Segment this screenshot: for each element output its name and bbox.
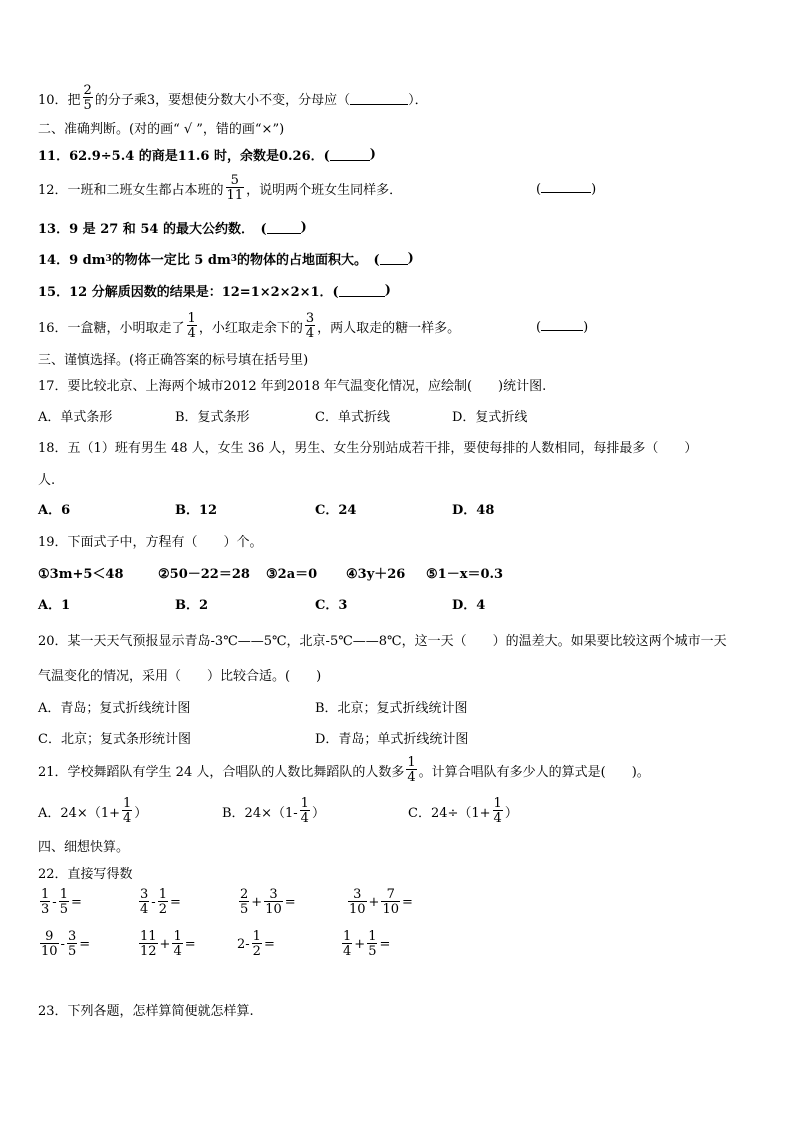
q21-option-c-fraction: $\frac{1}{4}$ <box>493 796 502 826</box>
calc-item-7: 2- $\frac{1}{2}$ = <box>237 929 275 959</box>
calc-item-2: $\frac{3}{4}$ - $\frac{1}{2}$ = <box>140 887 181 917</box>
question-16: 16．一盒糖，小明取走了 $\frac{1}{4}$ ，小红取走余下的 $\frac{3}{4}$ ，两人取走的糖一样多。 ( ) <box>38 311 589 341</box>
q19-expr-3: ③2a＝0 <box>266 567 318 582</box>
q21-option-c[interactable]: C．24÷（1+ $\frac{1}{4}$ ） <box>408 796 518 826</box>
q19-expr-2: ②50－22＝28 <box>158 567 250 582</box>
q20-option-a[interactable]: A．青岛；复式折线统计图 <box>38 701 191 716</box>
q19-option-a[interactable]: A．1 <box>38 598 71 613</box>
q21-option-a-fraction: $\frac{1}{4}$ <box>123 796 132 826</box>
q15-answer-blank[interactable] <box>339 284 385 297</box>
q16-fraction-2: $\frac{3}{4}$ <box>305 311 315 341</box>
q16-fraction-1: $\frac{1}{4}$ <box>187 311 196 341</box>
q19-expr-4: ④3y＋26 <box>346 567 406 582</box>
q19-option-c[interactable]: C．3 <box>315 598 348 613</box>
q12-answer-blank[interactable] <box>541 180 591 193</box>
q16-answer[interactable]: ( ) <box>536 319 589 335</box>
q17-option-d[interactable]: D．复式折线 <box>452 410 528 425</box>
question-23: 23．下列各题，怎样算简便就怎样算. <box>38 1004 254 1019</box>
q17-option-a[interactable]: A．单式条形 <box>38 410 113 425</box>
question-22-title: 22．直接写得数 <box>38 867 133 882</box>
q19-option-d[interactable]: D．4 <box>452 598 486 613</box>
calc-item-5: $\frac{9}{10}$ - $\frac{3}{5}$ = <box>41 929 91 959</box>
calc-item-4: $\frac{3}{10}$ + $\frac{7}{10}$ = <box>349 887 413 917</box>
question-19: 19．下面式子中，方程有（ ）个。 <box>38 535 263 550</box>
q10-text-pre: 10．把 <box>38 92 81 108</box>
q20-option-b[interactable]: B．北京；复式折线统计图 <box>315 701 468 716</box>
q19-option-b[interactable]: B．2 <box>175 598 209 613</box>
q20-option-c[interactable]: C．北京；复式条形统计图 <box>38 732 191 747</box>
q11-answer-blank[interactable] <box>330 148 370 161</box>
q20-option-d[interactable]: D．青岛；单式折线统计图 <box>315 732 469 747</box>
section-2-heading: 二、准确判断。(对的画“ √ ”，错的画“×”) <box>38 122 285 137</box>
section-3-heading: 三、谨慎选择。(将正确答案的标号填在括号里) <box>38 353 309 368</box>
calc-item-6: $\frac{11}{12}$ + $\frac{1}{4}$ = <box>140 929 196 959</box>
question-13: 13．9 是 27 和 54 的最大公约数． ( ) <box>38 220 307 237</box>
question-20-line2: 气温变化的情况，采用（ ）比较合适。( ) <box>38 669 322 684</box>
question-11: 11．62.9÷5.4 的商是11.6 时，余数是0.26．( ) <box>38 147 376 164</box>
q10-text-post: 的分子乘3，要想使分数大小不变，分母应（ <box>94 92 351 108</box>
question-20-line1: 20．某一天天气预报显示青岛-3℃——5℃，北京-5℃——8℃，这一天（ ）的温差大。如果要比较这两个城市一天 <box>38 634 727 649</box>
q17-option-c[interactable]: C．单式折线 <box>315 410 390 425</box>
q10-fraction: $\frac{2}{5}$ <box>83 83 92 113</box>
q19-expr-1: ①3m+5＜48 <box>38 567 124 582</box>
question-18-line1: 18．五（1）班有男生 48 人，女生 36 人，男生、女生分别站成若干排，要使每排的人数相同，每排最多（ ） <box>38 441 698 456</box>
q10-answer-blank[interactable] <box>350 92 408 105</box>
q12-fraction: $\frac{5}{11}$ <box>226 173 244 203</box>
question-21: 21．学校舞蹈队有学生 24 人，合唱队的人数比舞蹈队的人数多 $\frac{1}{4}$ 。计算合唱队有多少人的算式是( )。 <box>38 755 650 785</box>
question-14: 14．9 dm 3 的物体一定比 5 dm 3 的物体的占地面积大。 ( ) <box>38 251 414 268</box>
question-15: 15．12 分解质因数的结果是：12=1×2×2×1．( ) <box>38 283 391 300</box>
q19-expr-5: ⑤1－x＝0.3 <box>426 567 504 582</box>
question-17: 17．要比较北京、上海两个城市2012 年到2018 年气温变化情况，应绘制( )统计图. <box>38 379 547 394</box>
q21-option-b[interactable]: B．24×（1- $\frac{1}{4}$ ） <box>222 796 325 826</box>
q17-option-b[interactable]: B．复式条形 <box>175 410 250 425</box>
q21-option-b-fraction: $\frac{1}{4}$ <box>300 796 309 826</box>
calc-item-1: $\frac{1}{3}$ - $\frac{1}{5}$ = <box>41 887 82 917</box>
q13-answer-blank[interactable] <box>267 221 301 234</box>
question-18-line2: 人. <box>38 473 56 488</box>
q16-answer-blank[interactable] <box>541 318 583 331</box>
q18-option-b[interactable]: B．12 <box>175 503 218 518</box>
calc-item-3: $\frac{2}{5}$ + $\frac{3}{10}$ = <box>240 887 296 917</box>
q18-option-c[interactable]: C．24 <box>315 503 357 518</box>
question-12: 12．一班和二班女生都占本班的 $\frac{5}{11}$ ，说明两个班女生同样多． ( ) <box>38 173 597 203</box>
q21-option-a[interactable]: A．24×（1+ $\frac{1}{4}$ ） <box>38 796 148 826</box>
question-10: 10．把 $\frac{2}{5}$ 的分子乘3，要想使分数大小不变，分母应（ ）． <box>38 83 428 113</box>
q14-answer-blank[interactable] <box>380 252 408 265</box>
q12-answer[interactable]: ( ) <box>536 181 597 197</box>
q21-fraction: $\frac{1}{4}$ <box>407 755 416 785</box>
calc-item-8: $\frac{1}{4}$ + $\frac{1}{5}$ = <box>343 929 391 959</box>
q18-option-d[interactable]: D．48 <box>452 503 495 518</box>
section-4-heading: 四、细想快算。 <box>38 840 130 855</box>
q18-option-a[interactable]: A．6 <box>38 503 71 518</box>
